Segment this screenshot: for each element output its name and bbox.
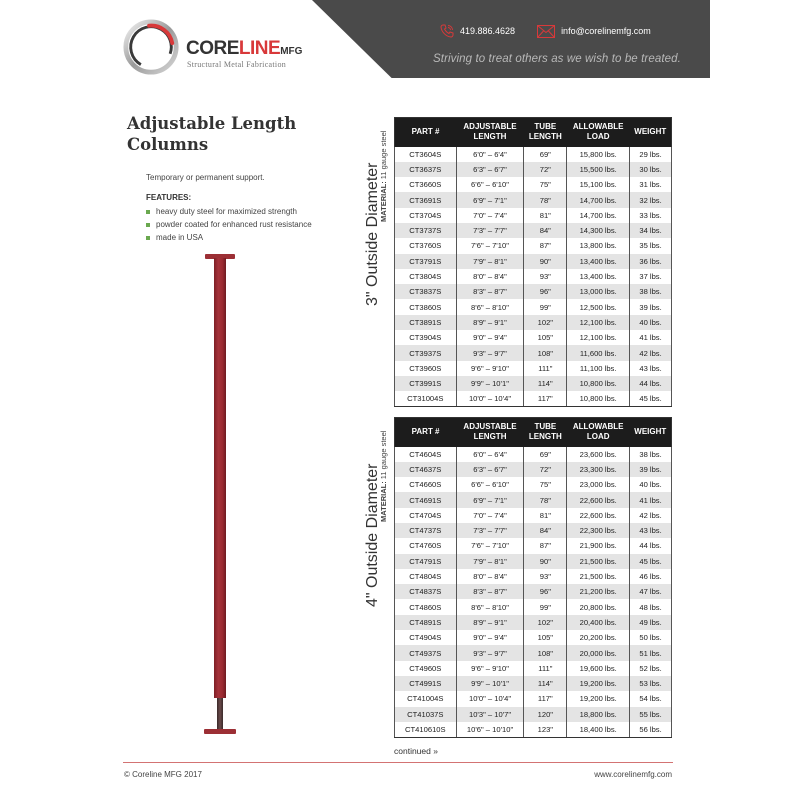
cell-part-number: CT3960S xyxy=(395,361,457,376)
cell-allowable-load: 21,500 lbs. xyxy=(567,554,630,569)
cell-tube-length: 87" xyxy=(524,238,567,253)
cell-part-number: CT31004S xyxy=(395,391,457,406)
table-row xyxy=(395,523,672,538)
cell-tube-length: 78" xyxy=(524,192,567,207)
cell-part-number: CT3637S xyxy=(395,162,457,177)
diameter-label-4in: 4" Outside Diameter xyxy=(364,463,381,607)
cell-weight: 31 lbs. xyxy=(630,177,672,192)
cell-part-number: CT3691S xyxy=(395,192,457,207)
cell-tube-length: 78" xyxy=(524,492,567,507)
title-line-2: Columns xyxy=(127,135,209,154)
cell-weight: 43 lbs. xyxy=(630,523,672,538)
header-text: ALLOWABLE xyxy=(572,422,624,432)
cell-allowable-load: 21,200 lbs. xyxy=(567,584,630,599)
table-row xyxy=(395,391,672,406)
cell-tube-length: 108" xyxy=(524,345,567,360)
cell-allowable-load: 19,600 lbs. xyxy=(567,661,630,676)
cell-part-number: CT4804S xyxy=(395,569,457,584)
cell-part-number: CT4760S xyxy=(395,538,457,553)
page-header xyxy=(0,0,800,80)
continued-link[interactable]: continued » xyxy=(394,746,438,756)
cell-adjustable-length: 8'9" – 9'1" xyxy=(456,615,524,630)
title-line-1: Adjustable Length xyxy=(127,114,297,133)
header-allowable-load xyxy=(567,418,630,447)
table-row xyxy=(395,722,672,737)
material-value: 11 gauge steel xyxy=(379,130,388,182)
table-row xyxy=(395,645,672,660)
cell-adjustable-length: 6'3" – 6'7" xyxy=(456,462,524,477)
table-row xyxy=(395,238,672,253)
cell-part-number: CT3760S xyxy=(395,238,457,253)
cell-part-number: CT4837S xyxy=(395,584,457,599)
cell-allowable-load: 18,400 lbs. xyxy=(567,722,630,737)
cell-allowable-load: 20,800 lbs. xyxy=(567,599,630,614)
cell-adjustable-length: 6'9" – 7'1" xyxy=(456,492,524,507)
contact-row xyxy=(440,24,673,38)
column-screw-jack xyxy=(217,698,223,730)
envelope-icon xyxy=(537,25,555,38)
cell-tube-length: 69" xyxy=(524,447,567,462)
table-row xyxy=(395,707,672,722)
bullet-icon xyxy=(146,236,150,240)
header-text: ADJUSTABLE xyxy=(463,422,517,432)
material-label-3in xyxy=(379,131,388,222)
bullet-icon xyxy=(146,210,150,214)
header-part: PART # xyxy=(395,418,457,447)
cell-allowable-load: 12,500 lbs. xyxy=(567,299,630,314)
cell-adjustable-length: 7'6" – 7'10" xyxy=(456,538,524,553)
header-text: TUBE xyxy=(534,122,557,132)
cell-adjustable-length: 6'0" – 6'4" xyxy=(456,447,524,462)
cell-weight: 39 lbs. xyxy=(630,462,672,477)
cell-adjustable-length: 8'6" – 8'10" xyxy=(456,299,524,314)
cell-weight: 48 lbs. xyxy=(630,599,672,614)
cell-tube-length: 75" xyxy=(524,477,567,492)
header-allowable-load xyxy=(567,118,630,147)
cell-allowable-load: 15,100 lbs. xyxy=(567,177,630,192)
cell-weight: 29 lbs. xyxy=(630,147,672,162)
material-key: MATERIAL: xyxy=(379,481,388,522)
cell-adjustable-length: 6'3" – 6'7" xyxy=(456,162,524,177)
table-row xyxy=(395,691,672,706)
cell-tube-length: 81" xyxy=(524,508,567,523)
cell-tube-length: 102" xyxy=(524,315,567,330)
table-row xyxy=(395,147,672,162)
cell-tube-length: 105" xyxy=(524,330,567,345)
cell-weight: 47 lbs. xyxy=(630,584,672,599)
cell-tube-length: 105" xyxy=(524,630,567,645)
phone-icon xyxy=(440,24,454,38)
cell-tube-length: 111" xyxy=(524,361,567,376)
cell-adjustable-length: 10'0" – 10'4" xyxy=(456,691,524,706)
header-text: LENGTH xyxy=(528,432,562,442)
material-key: MATERIAL: xyxy=(379,181,388,222)
features-heading: FEATURES: xyxy=(146,193,192,202)
column-tube xyxy=(214,258,226,698)
cell-weight: 30 lbs. xyxy=(630,162,672,177)
cell-part-number: CT3604S xyxy=(395,147,457,162)
cell-allowable-load: 20,400 lbs. xyxy=(567,615,630,630)
company-logo xyxy=(118,18,318,78)
cell-tube-length: 111" xyxy=(524,661,567,676)
feature-item xyxy=(146,231,312,244)
page-title xyxy=(127,113,327,155)
cell-weight: 49 lbs. xyxy=(630,615,672,630)
table-row xyxy=(395,447,672,462)
cell-allowable-load: 23,600 lbs. xyxy=(567,447,630,462)
table-row xyxy=(395,538,672,553)
cell-tube-length: 99" xyxy=(524,299,567,314)
cell-allowable-load: 13,000 lbs. xyxy=(567,284,630,299)
cell-adjustable-length: 7'0" – 7'4" xyxy=(456,508,524,523)
cell-allowable-load: 22,600 lbs. xyxy=(567,492,630,507)
cell-adjustable-length: 6'0" – 6'4" xyxy=(456,147,524,162)
cell-adjustable-length: 9'0" – 9'4" xyxy=(456,330,524,345)
cell-allowable-load: 20,000 lbs. xyxy=(567,645,630,660)
cell-weight: 35 lbs. xyxy=(630,238,672,253)
cell-weight: 45 lbs. xyxy=(630,391,672,406)
cell-tube-length: 120" xyxy=(524,707,567,722)
cell-adjustable-length: 7'9" – 8'1" xyxy=(456,554,524,569)
header-adjustable-length xyxy=(456,418,524,447)
cell-adjustable-length: 8'3" – 8'7" xyxy=(456,584,524,599)
cell-tube-length: 96" xyxy=(524,284,567,299)
header-contact-band xyxy=(312,0,710,78)
cell-weight: 36 lbs. xyxy=(630,254,672,269)
cell-allowable-load: 13,400 lbs. xyxy=(567,254,630,269)
cell-tube-length: 117" xyxy=(524,391,567,406)
cell-tube-length: 84" xyxy=(524,523,567,538)
cell-weight: 41 lbs. xyxy=(630,330,672,345)
cell-part-number: CT4860S xyxy=(395,599,457,614)
cell-allowable-load: 13,400 lbs. xyxy=(567,269,630,284)
cell-part-number: CT3804S xyxy=(395,269,457,284)
logo-core-text: CORE xyxy=(186,38,239,59)
table-row xyxy=(395,208,672,223)
cell-tube-length: 84" xyxy=(524,223,567,238)
table-row xyxy=(395,315,672,330)
cell-part-number: CT3791S xyxy=(395,254,457,269)
cell-part-number: CT41037S xyxy=(395,707,457,722)
cell-allowable-load: 14,700 lbs. xyxy=(567,208,630,223)
cell-allowable-load: 10,800 lbs. xyxy=(567,376,630,391)
cell-part-number: CT41004S xyxy=(395,691,457,706)
table-row xyxy=(395,462,672,477)
table-row xyxy=(395,661,672,676)
email-address[interactable]: info@corelinemfg.com xyxy=(561,26,651,36)
header-text: LENGTH xyxy=(473,132,507,142)
cell-weight: 42 lbs. xyxy=(630,345,672,360)
cell-weight: 37 lbs. xyxy=(630,269,672,284)
phone-contact[interactable] xyxy=(440,24,515,38)
cell-allowable-load: 19,200 lbs. xyxy=(567,691,630,706)
cell-tube-length: 102" xyxy=(524,615,567,630)
feature-item xyxy=(146,205,312,218)
feature-text: made in USA xyxy=(156,233,204,242)
cell-tube-length: 114" xyxy=(524,376,567,391)
cell-part-number: CT410610S xyxy=(395,722,457,737)
cell-allowable-load: 12,100 lbs. xyxy=(567,330,630,345)
table-row xyxy=(395,254,672,269)
cell-adjustable-length: 8'0" – 8'4" xyxy=(456,569,524,584)
cell-weight: 38 lbs. xyxy=(630,284,672,299)
cell-allowable-load: 20,200 lbs. xyxy=(567,630,630,645)
cell-weight: 55 lbs. xyxy=(630,707,672,722)
cell-adjustable-length: 10'3" – 10'7" xyxy=(456,707,524,722)
table-row xyxy=(395,477,672,492)
features-list xyxy=(146,205,312,244)
cell-tube-length: 81" xyxy=(524,208,567,223)
cell-tube-length: 96" xyxy=(524,584,567,599)
cell-tube-length: 90" xyxy=(524,554,567,569)
feature-text: heavy duty steel for maximized strength xyxy=(156,207,297,216)
cell-allowable-load: 13,800 lbs. xyxy=(567,238,630,253)
cell-part-number: CT4960S xyxy=(395,661,457,676)
table-row xyxy=(395,492,672,507)
cell-tube-length: 72" xyxy=(524,162,567,177)
table-row xyxy=(395,269,672,284)
material-label-4in xyxy=(379,431,388,522)
footer-copyright: © Coreline MFG 2017 xyxy=(124,770,202,779)
cell-adjustable-length: 9'0" – 9'4" xyxy=(456,630,524,645)
cell-tube-length: 75" xyxy=(524,177,567,192)
header-text: LENGTH xyxy=(528,132,562,142)
table-row xyxy=(395,177,672,192)
cell-adjustable-length: 6'6" – 6'10" xyxy=(456,177,524,192)
header-adjustable-length xyxy=(456,118,524,147)
cell-allowable-load: 11,600 lbs. xyxy=(567,345,630,360)
cell-part-number: CT3937S xyxy=(395,345,457,360)
feature-item xyxy=(146,218,312,231)
cell-adjustable-length: 7'6" – 7'10" xyxy=(456,238,524,253)
cell-adjustable-length: 9'9" – 10'1" xyxy=(456,376,524,391)
cell-tube-length: 114" xyxy=(524,676,567,691)
cell-weight: 39 lbs. xyxy=(630,299,672,314)
cell-weight: 40 lbs. xyxy=(630,477,672,492)
cell-allowable-load: 15,800 lbs. xyxy=(567,147,630,162)
table-row xyxy=(395,376,672,391)
header-tube-length xyxy=(524,118,567,147)
cell-part-number: CT3904S xyxy=(395,330,457,345)
cell-weight: 43 lbs. xyxy=(630,361,672,376)
cell-weight: 40 lbs. xyxy=(630,315,672,330)
cell-weight: 51 lbs. xyxy=(630,645,672,660)
cell-adjustable-length: 7'3" – 7'7" xyxy=(456,523,524,538)
cell-weight: 44 lbs. xyxy=(630,376,672,391)
table-body xyxy=(395,447,672,738)
header-text: ALLOWABLE xyxy=(572,122,624,132)
header-weight: WEIGHT xyxy=(630,118,672,147)
cell-part-number: CT4660S xyxy=(395,477,457,492)
cell-part-number: CT4704S xyxy=(395,508,457,523)
cell-tube-length: 93" xyxy=(524,269,567,284)
cell-weight: 34 lbs. xyxy=(630,223,672,238)
cell-allowable-load: 23,300 lbs. xyxy=(567,462,630,477)
feature-text: powder coated for enhanced rust resistance xyxy=(156,220,312,229)
column-base-plate xyxy=(204,729,236,734)
cell-adjustable-length: 7'9" – 8'1" xyxy=(456,254,524,269)
cell-part-number: CT3737S xyxy=(395,223,457,238)
cell-weight: 32 lbs. xyxy=(630,192,672,207)
cell-tube-length: 69" xyxy=(524,147,567,162)
logo-wordmark xyxy=(186,38,302,60)
cell-part-number: CT3660S xyxy=(395,177,457,192)
cell-part-number: CT3991S xyxy=(395,376,457,391)
spec-table-4in xyxy=(394,417,672,738)
cell-allowable-load: 21,500 lbs. xyxy=(567,569,630,584)
logo-ring-icon xyxy=(122,18,180,76)
column-product-image xyxy=(205,252,235,742)
cell-weight: 46 lbs. xyxy=(630,569,672,584)
cell-tube-length: 123" xyxy=(524,722,567,737)
cell-part-number: CT4991S xyxy=(395,676,457,691)
logo-subtitle: Structural Metal Fabrication xyxy=(187,60,287,69)
cell-adjustable-length: 6'6" – 6'10" xyxy=(456,477,524,492)
cell-tube-length: 72" xyxy=(524,462,567,477)
cell-part-number: CT3891S xyxy=(395,315,457,330)
header-weight: WEIGHT xyxy=(630,418,672,447)
logo-mfg-text: MFG xyxy=(280,46,303,57)
cell-weight: 42 lbs. xyxy=(630,508,672,523)
cell-tube-length: 117" xyxy=(524,691,567,706)
cell-allowable-load: 22,300 lbs. xyxy=(567,523,630,538)
cell-weight: 50 lbs. xyxy=(630,630,672,645)
cell-tube-length: 99" xyxy=(524,599,567,614)
table-row xyxy=(395,284,672,299)
cell-weight: 56 lbs. xyxy=(630,722,672,737)
table-row xyxy=(395,615,672,630)
cell-adjustable-length: 8'3" – 8'7" xyxy=(456,284,524,299)
cell-weight: 41 lbs. xyxy=(630,492,672,507)
cell-part-number: CT4691S xyxy=(395,492,457,507)
cell-adjustable-length: 9'6" – 9'10" xyxy=(456,361,524,376)
cell-weight: 52 lbs. xyxy=(630,661,672,676)
table-row xyxy=(395,192,672,207)
cell-allowable-load: 22,600 lbs. xyxy=(567,508,630,523)
cell-weight: 53 lbs. xyxy=(630,676,672,691)
header-tube-length xyxy=(524,418,567,447)
cell-adjustable-length: 6'9" – 7'1" xyxy=(456,192,524,207)
cell-allowable-load: 23,000 lbs. xyxy=(567,477,630,492)
table-row xyxy=(395,630,672,645)
tagline: Striving to treat others as we wish to be treated. xyxy=(433,53,681,65)
product-intro: Temporary or permanent support. xyxy=(146,173,265,182)
table-row xyxy=(395,330,672,345)
cell-part-number: CT4937S xyxy=(395,645,457,660)
cell-weight: 38 lbs. xyxy=(630,447,672,462)
cell-part-number: CT4604S xyxy=(395,447,457,462)
header-part: PART # xyxy=(395,118,457,147)
cell-allowable-load: 19,200 lbs. xyxy=(567,676,630,691)
material-value: 11 gauge steel xyxy=(379,430,388,482)
cell-tube-length: 108" xyxy=(524,645,567,660)
cell-part-number: CT4891S xyxy=(395,615,457,630)
cell-allowable-load: 18,800 lbs. xyxy=(567,707,630,722)
header-text: LOAD xyxy=(586,432,610,442)
cell-tube-length: 87" xyxy=(524,538,567,553)
footer-divider xyxy=(123,762,673,763)
table-row xyxy=(395,508,672,523)
header-text: ADJUSTABLE xyxy=(463,122,517,132)
cell-allowable-load: 11,100 lbs. xyxy=(567,361,630,376)
bullet-icon xyxy=(146,223,150,227)
cell-allowable-load: 12,100 lbs. xyxy=(567,315,630,330)
spec-table-3in xyxy=(394,117,672,407)
cell-allowable-load: 14,300 lbs. xyxy=(567,223,630,238)
cell-weight: 44 lbs. xyxy=(630,538,672,553)
cell-part-number: CT4637S xyxy=(395,462,457,477)
table-row xyxy=(395,299,672,314)
cell-tube-length: 90" xyxy=(524,254,567,269)
diameter-label-3in: 3" Outside Diameter xyxy=(364,162,381,306)
cell-adjustable-length: 8'6" – 8'10" xyxy=(456,599,524,614)
cell-part-number: CT3837S xyxy=(395,284,457,299)
cell-adjustable-length: 9'6" – 9'10" xyxy=(456,661,524,676)
cell-part-number: CT3704S xyxy=(395,208,457,223)
table-row xyxy=(395,569,672,584)
cell-weight: 45 lbs. xyxy=(630,554,672,569)
table-row xyxy=(395,676,672,691)
phone-number[interactable]: 419.886.4628 xyxy=(460,26,516,36)
logo-line-text: LINE xyxy=(238,38,281,59)
table-header-row xyxy=(395,418,672,447)
table-row xyxy=(395,223,672,238)
cell-adjustable-length: 10'6" – 10'10" xyxy=(456,722,524,737)
header-text: LOAD xyxy=(586,132,610,142)
table-header-row xyxy=(395,118,672,147)
email-contact[interactable] xyxy=(537,25,651,38)
cell-tube-length: 93" xyxy=(524,569,567,584)
cell-adjustable-length: 7'0" – 7'4" xyxy=(456,208,524,223)
cell-part-number: CT4737S xyxy=(395,523,457,538)
table-row xyxy=(395,554,672,569)
header-text: TUBE xyxy=(534,422,557,432)
table-row xyxy=(395,361,672,376)
cell-adjustable-length: 9'3" – 9'7" xyxy=(456,345,524,360)
cell-part-number: CT3860S xyxy=(395,299,457,314)
cell-adjustable-length: 9'9" – 10'1" xyxy=(456,676,524,691)
cell-allowable-load: 21,900 lbs. xyxy=(567,538,630,553)
cell-allowable-load: 14,700 lbs. xyxy=(567,192,630,207)
cell-adjustable-length: 7'3" – 7'7" xyxy=(456,223,524,238)
cell-part-number: CT4791S xyxy=(395,554,457,569)
cell-weight: 33 lbs. xyxy=(630,208,672,223)
table-row xyxy=(395,599,672,614)
cell-part-number: CT4904S xyxy=(395,630,457,645)
table-body xyxy=(395,147,672,407)
table-row xyxy=(395,584,672,599)
cell-allowable-load: 15,500 lbs. xyxy=(567,162,630,177)
cell-adjustable-length: 8'9" – 9'1" xyxy=(456,315,524,330)
cell-allowable-load: 10,800 lbs. xyxy=(567,391,630,406)
cell-adjustable-length: 8'0" – 8'4" xyxy=(456,269,524,284)
cell-adjustable-length: 10'0" – 10'4" xyxy=(456,391,524,406)
table-row xyxy=(395,162,672,177)
table-row xyxy=(395,345,672,360)
footer-website-link[interactable]: www.corelinemfg.com xyxy=(594,770,672,779)
cell-adjustable-length: 9'3" – 9'7" xyxy=(456,645,524,660)
cell-weight: 54 lbs. xyxy=(630,691,672,706)
header-text: LENGTH xyxy=(473,432,507,442)
